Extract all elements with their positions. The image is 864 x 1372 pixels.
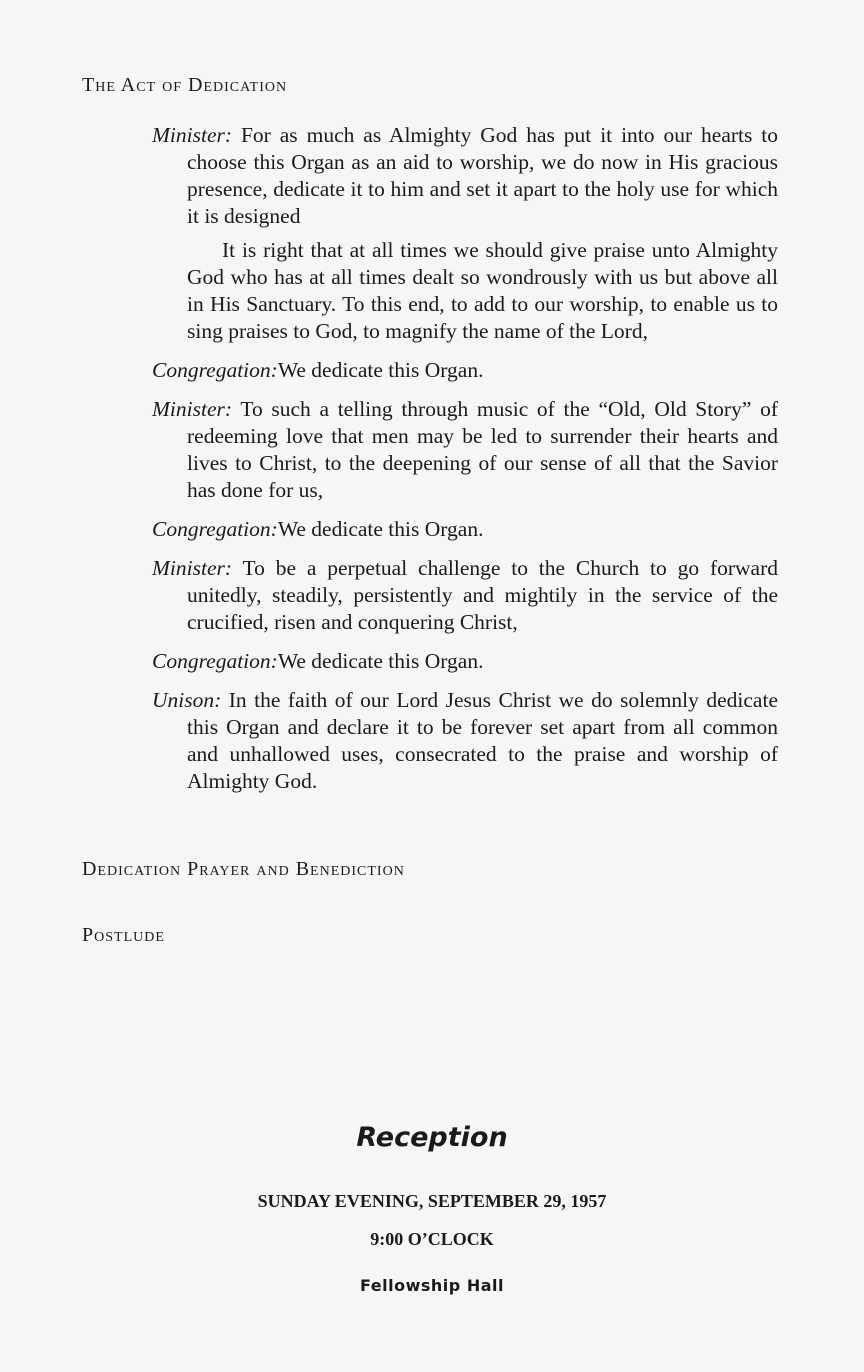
- act-of-dedication-heading: The Act of Dedication: [82, 74, 288, 96]
- dedication-prayer-heading: Dedication Prayer and Benediction: [82, 858, 405, 880]
- liturgy-text: For as much as Almighty God has put it into our hearts to choose this Organ as an aid to worship, we do now in His gracious presence, dedicate it to him and set it apart to the holy use for which it is designed: [187, 123, 779, 228]
- liturgy-entry-minister-3: [152, 555, 778, 636]
- reception-date: SUNDAY EVENING, SEPTEMBER 29, 1957: [257, 1191, 607, 1211]
- liturgy-text: To such a telling through music of the “Old, Old Story” of redeeming love that men may be led to surrender their hearts and lives to Christ, to the deepening of our sense of all that the Savior has done for us,: [187, 397, 778, 502]
- liturgy-paragraph-2: [187, 237, 778, 345]
- speaker-label: Minister:: [152, 397, 233, 421]
- liturgy-entry-congregation-3: [152, 648, 778, 675]
- reception-place: Fellowship Hall: [360, 1276, 504, 1295]
- speaker-label: Congregation:: [152, 358, 278, 382]
- liturgy-text: To be a perpetual challenge to the Church to go forward unitedly, steadily, persistently and mightily in the service of the crucified, risen and conquering Christ,: [187, 556, 778, 634]
- liturgy-entry-congregation-2: [152, 516, 778, 543]
- speaker-label: Congregation:: [152, 649, 278, 673]
- liturgy-text: In the faith of our Lord Jesus Christ we do solemnly dedicate this Organ and declare it to be forever set apart from all common and unhallowed uses, consecrated to the praise and worship of Almighty God.: [187, 688, 778, 793]
- liturgy-text-2: It is right that at all times we should give praise unto Almighty God who has at all times dealt so wondrously with us but above all in His Sanctuary. To this end, to add to our worship, to enable us to sing praises to God, to magnify the name of the Lord,: [187, 238, 778, 343]
- liturgy-text: We dedicate this Organ.: [277, 649, 484, 673]
- liturgy-text: We dedicate this Organ.: [277, 517, 484, 541]
- liturgy-text: We dedicate this Organ.: [277, 358, 484, 382]
- speaker-label: Minister:: [152, 556, 233, 580]
- postlude-heading: Postlude: [82, 924, 165, 946]
- speaker-label: Minister:: [152, 123, 233, 147]
- liturgy-entry-unison: [152, 687, 778, 795]
- reception-time: 9:00 O’CLOCK: [370, 1229, 494, 1249]
- liturgy-entry-minister-2: [152, 396, 778, 504]
- speaker-label: Unison:: [152, 688, 222, 712]
- liturgy-entry-congregation-1: [152, 357, 778, 384]
- speaker-label: Congregation:: [152, 517, 278, 541]
- liturgy-entry-minister-1: [152, 122, 778, 345]
- dedication-liturgy: [152, 122, 778, 807]
- reception-title: Reception: [356, 1122, 508, 1153]
